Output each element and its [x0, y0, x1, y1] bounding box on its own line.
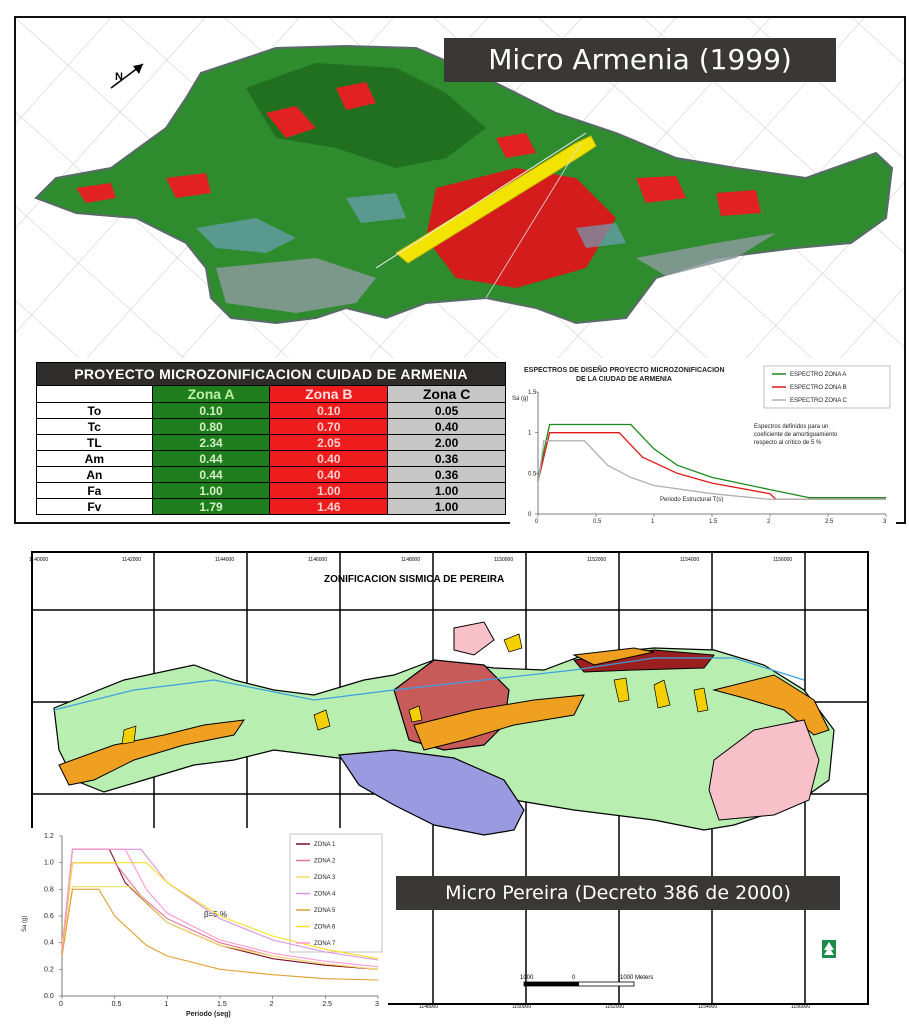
coord-label: 1150000 [512, 1004, 532, 1010]
x-tick-label: 0.5 [111, 1001, 122, 1008]
pereira-title: Micro Pereira (Decreto 386 de 2000) [396, 876, 840, 910]
pereira-panel [14, 530, 886, 1030]
scale-label: 1000 Meters [620, 975, 654, 981]
x-tick-label: 2 [767, 519, 771, 524]
coord-label: 1146000 [308, 557, 328, 563]
y-tick-label: 1.2 [44, 833, 54, 840]
column-zona-a: Zona A [152, 386, 270, 403]
coord-label: 1156000 [773, 557, 793, 563]
coord-label: 1154000 [680, 557, 700, 563]
scale-label: 0 [572, 975, 576, 981]
table-cell: 0.40 [270, 451, 388, 467]
pereira-spectrum-chart [16, 828, 388, 1018]
x-tick-label: 1 [164, 1001, 169, 1008]
y-tick-label: 0.4 [44, 939, 54, 947]
param-label: Fa [37, 483, 153, 499]
table-cell: 0.44 [152, 451, 270, 467]
column-zona-b: Zona B [270, 386, 388, 403]
table-cell: 1.00 [388, 499, 506, 515]
legend-entry: ZONA 1 [314, 842, 336, 848]
chart-title-line2: DE LA CIUDAD DE ARMENIA [576, 376, 672, 383]
chart-note-1: Espectros definidos para un [754, 424, 829, 430]
table-row [37, 467, 506, 483]
table-cell: 0.10 [270, 403, 388, 419]
chart-ylabel: Sa (g) [512, 396, 529, 402]
legend-entry: ZONA 3 [314, 875, 336, 881]
x-tick-label: 3 [375, 1001, 379, 1008]
coord-label: 1142000 [122, 557, 142, 563]
legend-entry: ZONA 2 [314, 858, 336, 865]
coord-label: 1144000 [215, 557, 235, 563]
chart-ylabel: Sa (g) [22, 915, 28, 932]
table-cell: 1.00 [152, 483, 270, 499]
y-tick-label: 0.8 [44, 886, 54, 894]
chart-annotation: β=5 % [204, 910, 228, 919]
x-tick-label: 2.5 [322, 1001, 333, 1008]
chart-xlabel: Periodo Estructural T(s) [660, 497, 724, 503]
pereira-map-title: ZONIFICACION SISMICA DE PEREIRA [324, 574, 505, 585]
table-cell: 0.70 [270, 419, 388, 435]
chart-note-3: respecto al crítico de 5 % [754, 440, 822, 446]
y-tick-label: 0.6 [44, 913, 54, 920]
param-label: An [37, 467, 153, 483]
x-tick-label: 1 [651, 519, 655, 524]
legend-entry: ZONA 5 [314, 908, 336, 914]
x-tick-label: 2 [269, 1001, 274, 1008]
table-cell: 0.80 [152, 419, 270, 435]
table-cell: 1.00 [388, 483, 506, 499]
y-tick-label: 1 [528, 430, 532, 437]
scale-label: 1000 [520, 975, 534, 981]
y-tick-label: 1.0 [44, 859, 54, 867]
armenia-panel [14, 16, 906, 524]
coord-label: 1152000 [587, 557, 607, 563]
table-row [37, 451, 506, 467]
table-cell: 2.34 [152, 435, 270, 451]
x-tick-label: 0.5 [593, 519, 602, 524]
coord-label: 1152000 [605, 1004, 625, 1010]
legend-entry: ESPECTRO ZONA A [790, 372, 847, 378]
table-cell: 0.05 [388, 403, 506, 419]
table-title: PROYECTO MICROZONIFICACION CUIDAD DE ARMENIA [37, 363, 506, 386]
legend-entry: ESPECTRO ZONA C [790, 398, 848, 404]
param-label: Tc [37, 419, 153, 435]
x-tick-label: 1.5 [217, 1001, 227, 1008]
table-cell: 1.00 [270, 483, 388, 499]
north-label: N [115, 71, 123, 83]
param-label: TL [37, 435, 153, 451]
x-tick-label: 1.5 [709, 519, 718, 524]
table-row [37, 483, 506, 499]
y-tick-label: 0.0 [44, 993, 54, 1000]
table-cell: 1.46 [270, 499, 388, 515]
table-row [37, 499, 506, 515]
x-tick-label: 0 [535, 519, 539, 524]
table-row [37, 419, 506, 435]
table-cell: 0.40 [388, 419, 506, 435]
table-cell: 0.40 [270, 467, 388, 483]
coord-label: 1148000 [401, 557, 421, 563]
column-zona-c: Zona C [388, 386, 506, 403]
y-tick-label: 0.2 [44, 966, 54, 974]
armenia-spectrum-chart [510, 360, 896, 524]
param-label: Am [37, 451, 153, 467]
legend-entry: ZONA 6 [314, 924, 336, 931]
chart-title-line1: ESPECTROS DE DISEÑO PROYECTO MICROZONIFICACION [524, 367, 725, 374]
x-tick-label: 0 [59, 1001, 63, 1008]
scale-bar [524, 982, 634, 986]
table-cell: 0.36 [388, 451, 506, 467]
legend-entry: ESPECTRO ZONA B [790, 385, 847, 391]
legend-entry: ZONA 4 [314, 891, 336, 898]
table-cell: 2.05 [270, 435, 388, 451]
table-row [37, 435, 506, 451]
table-cell: 0.44 [152, 467, 270, 483]
x-tick-label: 3 [883, 519, 887, 524]
coord-label: 1150000 [494, 557, 514, 563]
chart-xlabel: Periodo (seg) [186, 1011, 231, 1018]
table-cell: 1.79 [152, 499, 270, 515]
coord-label: 1140000 [29, 557, 49, 563]
param-label: To [37, 403, 153, 419]
institution-logo-icon [822, 940, 836, 958]
y-tick-label: 0.5 [528, 471, 537, 478]
armenia-parameter-table [36, 362, 506, 515]
top-coordinate-row [14, 557, 886, 567]
x-tick-label: 2.5 [825, 519, 834, 524]
coord-label: 1156000 [791, 1004, 811, 1010]
param-label: Fv [37, 499, 153, 515]
table-cell: 2.00 [388, 435, 506, 451]
chart-note-2: coeficiente de amortiguamiento [754, 432, 838, 438]
legend-entry: ZONA 7 [314, 941, 336, 947]
coord-label: 1154000 [698, 1004, 718, 1010]
table-row [37, 403, 506, 419]
table-cell: 0.10 [152, 403, 270, 419]
coord-label: 1148000 [419, 1004, 439, 1010]
table-cell: 0.36 [388, 467, 506, 483]
y-tick-label: 0 [528, 512, 532, 518]
y-tick-label: 1.5 [528, 390, 537, 396]
armenia-title: Micro Armenia (1999) [444, 38, 836, 82]
